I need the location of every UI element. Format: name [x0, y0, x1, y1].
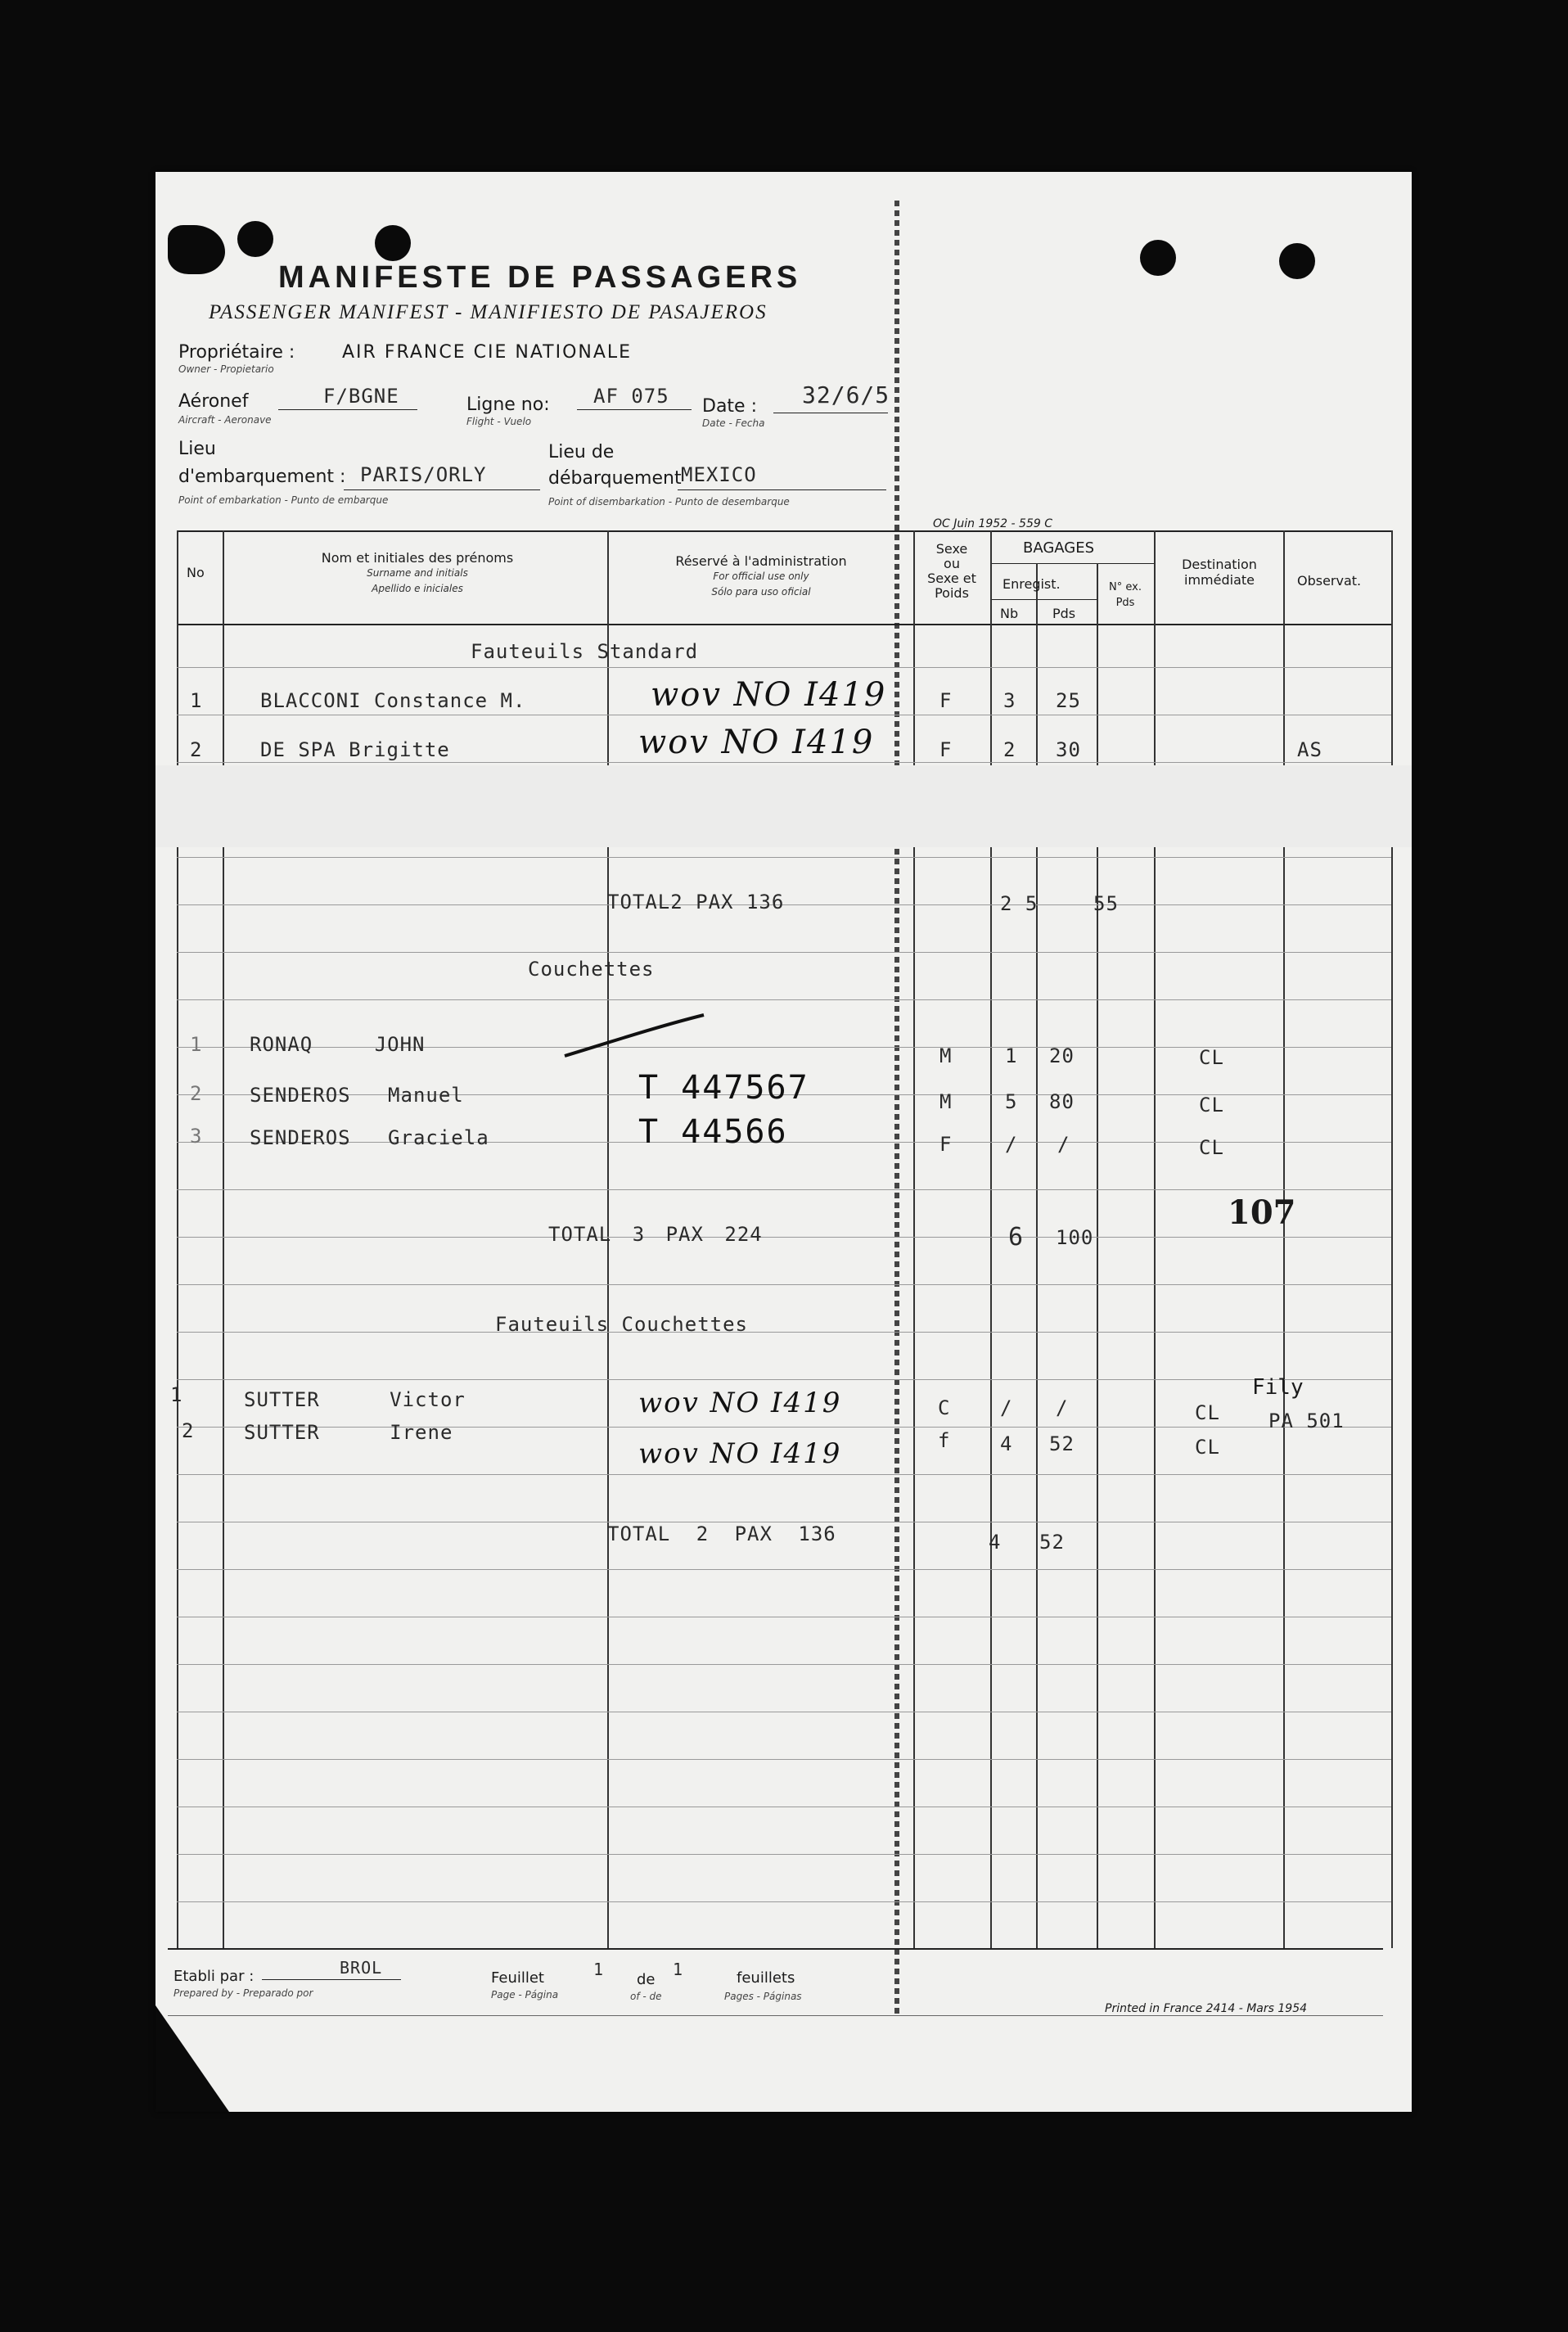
fily-annotation: Fily — [1252, 1375, 1304, 1400]
row-sex: F — [939, 689, 953, 712]
row-obs: AS — [1297, 738, 1322, 761]
row-pds: 25 — [1056, 689, 1081, 712]
row-nb: / — [1005, 1133, 1018, 1156]
row-nb: 1 — [1005, 1044, 1018, 1067]
sheet-label-sub: Page - Página — [491, 1989, 559, 2000]
row-nb: 5 — [1005, 1090, 1018, 1113]
row-name: BLACCONI Constance M. — [260, 689, 526, 712]
perforation-line — [894, 201, 899, 2018]
col-nb-header: Nb — [1000, 606, 1019, 621]
strike-through-mark — [556, 1007, 720, 1064]
row-sex: M — [939, 1044, 953, 1067]
row-no: 2 — [190, 1082, 203, 1105]
row-name: SENDEROS Manuel — [250, 1084, 464, 1107]
embark-label-2: d'embarquement : — [178, 467, 346, 487]
ruled-line — [177, 1379, 1391, 1380]
total-pds: 55 — [1093, 892, 1119, 915]
ruled-line — [177, 1901, 1391, 1902]
ruled-line — [177, 667, 1391, 668]
row-admin: wov NO I419 — [651, 676, 887, 714]
row-sex: F — [939, 1133, 953, 1156]
punch-hole — [375, 225, 411, 261]
ruled-line — [177, 999, 1391, 1000]
ruled-line — [177, 1189, 1391, 1190]
row-nb: 4 — [1000, 1432, 1013, 1455]
row-no: 1 — [190, 1033, 203, 1056]
line-label: Ligne no: — [466, 395, 550, 415]
row-pds: / — [1057, 1133, 1070, 1156]
sheet-value: 1 — [593, 1960, 605, 1979]
total-nb: 2 5 — [1000, 892, 1039, 915]
col-pds-header: Pds — [1052, 606, 1076, 621]
ruled-line — [177, 1332, 1391, 1333]
col-sex-header: Sexe ou Sexe et Poids — [927, 541, 976, 601]
ruled-line — [177, 1237, 1391, 1238]
row-name: SUTTER Victor — [244, 1388, 466, 1411]
row-sex: C — [938, 1396, 951, 1419]
embark-label-sub: Point of embarkation - Punto de embarque — [178, 494, 389, 506]
punch-hole — [237, 221, 273, 257]
of-label: de — [637, 1971, 656, 1988]
row-nb: / — [1000, 1396, 1013, 1419]
row-dest: CL — [1195, 1436, 1220, 1459]
section-fauteuils-couchettes: Fauteuils Couchettes — [495, 1313, 748, 1336]
manifest-title: MANIFESTE DE PASSAGERS — [278, 260, 802, 295]
disembark-label-sub: Point of disembarkation - Punto de desembarque — [548, 496, 790, 507]
total-nb: 4 — [989, 1531, 1002, 1554]
ruled-line — [177, 857, 1391, 858]
ruled-line — [177, 952, 1391, 953]
row-pds: 20 — [1049, 1044, 1075, 1067]
ruled-line — [177, 1284, 1391, 1285]
embark-value: PARIS/ORLY — [360, 463, 487, 486]
ruled-line — [177, 1569, 1391, 1570]
line-value: AF 075 — [593, 385, 669, 408]
prepared-label-sub: Prepared by - Preparado por — [173, 1987, 313, 1999]
aircraft-label-sub: Aircraft - Aeronave — [178, 414, 272, 426]
col-other-header: N° ex. Pds — [1109, 581, 1142, 609]
total-line: TOTAL 3 PAX 224 — [548, 1223, 763, 1246]
row-pds: 52 — [1049, 1432, 1075, 1455]
row-no: 1 — [190, 689, 203, 712]
col-name-header: Nom et initiales des prénoms Surname and initials Apellido e iniciales — [321, 550, 514, 594]
ruled-line — [177, 762, 1391, 763]
prepared-value: BROL — [340, 1958, 383, 1978]
row-pds: 80 — [1049, 1090, 1075, 1113]
of-value: 1 — [673, 1960, 684, 1979]
table-bottom-border — [168, 1948, 1383, 1950]
of-label-sub: of - de — [630, 1991, 662, 2002]
sheet-label: Feuillet — [491, 1969, 544, 1987]
row-no: 3 — [190, 1125, 203, 1148]
col-registered-header: Enregist. — [1003, 576, 1061, 592]
total-pds: 100 — [1056, 1226, 1094, 1249]
total-line: TOTAL2 PAX 136 — [607, 891, 785, 913]
total-nb: 6 — [1008, 1223, 1025, 1252]
ruled-line — [177, 1759, 1391, 1760]
sheets-label: feuillets — [737, 1969, 795, 1987]
disembark-value: MEXICO — [681, 463, 757, 486]
row-obs: PA 501 — [1268, 1410, 1345, 1432]
date-label-sub: Date - Fecha — [702, 417, 765, 429]
prepared-label: Etabli par : — [173, 1968, 255, 1985]
ruled-line — [177, 1664, 1391, 1665]
aircraft-value: F/BGNE — [323, 385, 399, 408]
punch-hole — [1140, 240, 1176, 276]
row-admin: wov NO I419 — [638, 1437, 842, 1470]
col-destination-header: Destination immédiate — [1182, 557, 1257, 588]
table-top-border — [177, 530, 1392, 532]
row-no: 2 — [182, 1419, 195, 1442]
copy-seam — [155, 765, 1412, 847]
row-no: 2 — [190, 738, 203, 761]
disembark-label-1: Lieu de — [548, 442, 615, 462]
col-no-header: No — [187, 565, 205, 580]
total-line: TOTAL 2 PAX 136 — [607, 1522, 836, 1545]
row-pds: 30 — [1056, 738, 1081, 761]
row-dest: CL — [1199, 1136, 1224, 1159]
row-pds: / — [1056, 1396, 1069, 1419]
owner-label-sub: Owner - Propietario — [178, 363, 274, 375]
row-sex: M — [939, 1090, 953, 1113]
row-dest: CL — [1199, 1094, 1224, 1116]
row-name: RONAQ JOHN — [250, 1033, 426, 1056]
row-sex: f — [938, 1429, 951, 1452]
col-baggage-header: BAGAGES — [1023, 539, 1095, 557]
torn-corner — [155, 2005, 229, 2112]
row-dest: CL — [1199, 1046, 1224, 1069]
row-admin: wov NO I419 — [638, 724, 875, 761]
disembark-label-2: débarquement — [548, 468, 682, 489]
ruled-line — [177, 1854, 1391, 1855]
table-header-bottom — [177, 624, 1392, 625]
manifest-subtitle: PASSENGER MANIFEST - MANIFIESTO DE PASAJEROS — [209, 301, 768, 323]
printed-line: Printed in France 2414 - Mars 1954 — [1105, 2002, 1308, 2015]
row-nb: 3 — [1003, 689, 1016, 712]
owner-value: AIR FRANCE CIE NATIONALE — [342, 342, 633, 363]
section-couchettes: Couchettes — [528, 958, 655, 981]
col-observ-header: Observat. — [1297, 573, 1362, 589]
form-code: OC Juin 1952 - 559 C — [933, 517, 1052, 530]
row-admin: T 44566 — [638, 1113, 788, 1151]
row-dest: CL — [1195, 1401, 1220, 1424]
row-sex: F — [939, 738, 953, 761]
row-nb: 2 — [1003, 738, 1016, 761]
section-standard: Fauteuils Standard — [471, 640, 699, 663]
owner-label: Propriétaire : — [178, 342, 295, 363]
ruled-line — [177, 1474, 1391, 1475]
row-name: DE SPA Brigitte — [260, 738, 450, 761]
line-label-sub: Flight - Vuelo — [466, 416, 532, 427]
punch-hole — [1279, 243, 1315, 279]
row-admin: T 447567 — [638, 1069, 809, 1107]
sheets-label-sub: Pages - Páginas — [724, 1991, 802, 2002]
col-reserved-header: Réservé à l'administration For official use only Sólo para uso oficial — [675, 553, 847, 598]
total-pds: 52 — [1039, 1531, 1065, 1554]
aircraft-label: Aéronef — [178, 391, 249, 412]
date-value: 32/6/5 — [802, 381, 890, 408]
date-label: Date : — [702, 396, 757, 417]
page-number-annotation: 107 — [1228, 1193, 1296, 1232]
row-no: 1 — [170, 1383, 183, 1406]
row-admin: wov NO I419 — [638, 1387, 842, 1419]
row-name: SENDEROS Graciela — [250, 1126, 489, 1149]
embark-label-1: Lieu — [178, 439, 216, 459]
row-name: SUTTER Irene — [244, 1421, 453, 1444]
